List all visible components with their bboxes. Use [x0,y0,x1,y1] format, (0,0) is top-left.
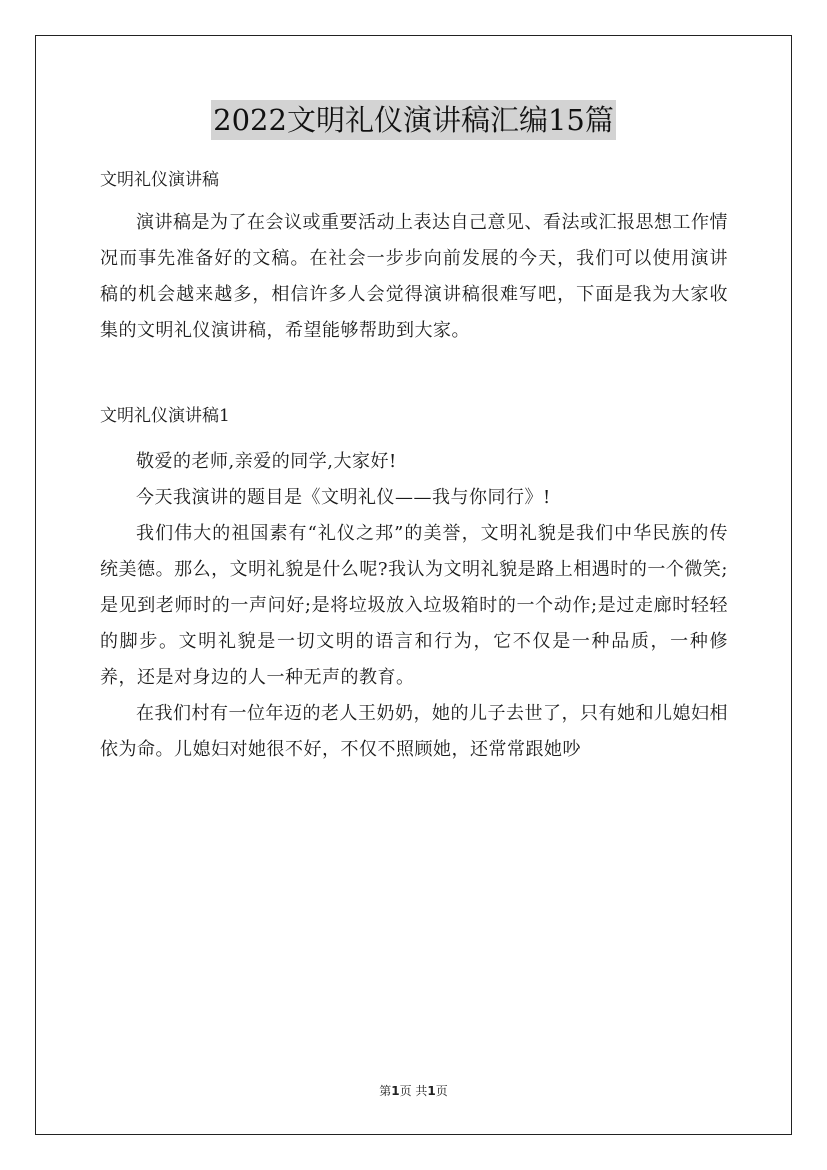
document-title: 2022文明礼仪演讲稿汇编15篇 [211,100,616,140]
page-footer [0,1082,827,1099]
footer-page-total: 1 [427,1084,436,1098]
greeting-paragraph: 敬爱的老师,亲爱的同学,大家好! [136,451,397,472]
intro-heading: 文明礼仪演讲稿 [100,170,219,190]
footer-page-prefix: 第 [379,1084,392,1098]
footer-page-number: 1 [391,1084,400,1098]
intro-paragraph: 演讲稿是为了在会议或重要活动上表达自己意见、看法或汇报思想工作情况而事先准备好的文稿。在社会一步步向前发展的今天，我们可以使用演讲稿的机会越来越多，相信许多人会觉得演讲稿很难写吧，下面是我为大家收集的文明礼仪演讲稿，希望能够帮助到大家。 [100,212,728,341]
title-area [0,100,827,140]
courtesy-paragraph: 我们伟大的祖国素有“礼仪之邦”的美誉，文明礼貌是我们中华民族的传统美德。那么，文明礼貌是什么呢?我认为文明礼貌是路上相遇时的一个微笑;是见到老师时的一声问好;是将垃圾放入垃圾箱时的一个动作;是过走廊时轻轻的脚步。文明礼貌是一切文明的语言和行为，它不仅是一种品质，一种修养，还是对身边的人一种无声的教育。 [100,523,728,688]
document-body [100,170,728,768]
footer-page-suffix: 页 [435,1084,448,1098]
story-paragraph: 在我们村有一位年迈的老人王奶奶，她的儿子去世了，只有她和儿媳妇相依为命。儿媳妇对她很不好，不仅不照顾她，还常常跟她吵 [100,703,728,760]
section-1-heading: 文明礼仪演讲稿1 [100,406,230,426]
topic-paragraph: 今天我演讲的题目是《文明礼仪——我与你同行》! [136,487,551,508]
footer-page-mid: 页 共 [399,1084,428,1098]
